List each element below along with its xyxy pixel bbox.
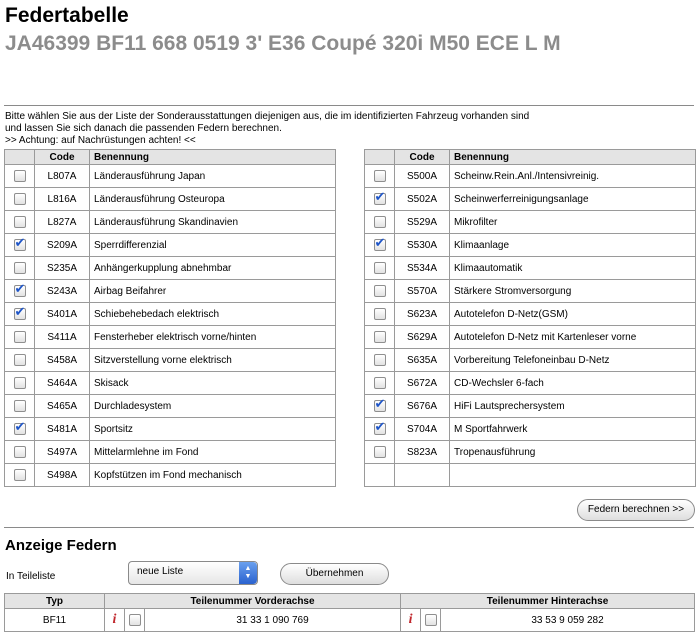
checkbox-column-header: [5, 150, 35, 165]
option-row: [365, 372, 696, 395]
option-code: S411A: [35, 326, 90, 349]
checkbox-cell: [365, 211, 395, 234]
checkbox-cell: [365, 303, 395, 326]
checkbox-cell: [365, 234, 395, 257]
option-code: S534A: [395, 257, 450, 280]
checkbox-cell: [5, 165, 35, 188]
apply-button[interactable]: Übernehmen: [280, 563, 389, 585]
front-info-cell: [105, 609, 125, 632]
option-code: L827A: [35, 211, 90, 234]
checkbox-cell: [5, 372, 35, 395]
option-checkbox[interactable]: [14, 308, 26, 320]
name-column-header: Benennung: [90, 150, 336, 165]
option-code: S570A: [395, 280, 450, 303]
front-axle-column-header: Teilenummer Vorderachse: [105, 594, 401, 609]
checkbox-cell: [5, 395, 35, 418]
checkbox-cell: [365, 464, 395, 487]
option-checkbox[interactable]: [374, 354, 386, 366]
option-code: S635A: [395, 349, 450, 372]
springs-result-table: [4, 593, 695, 632]
front-checkbox-cell: [125, 609, 145, 632]
option-name: Tropenausführung: [450, 441, 696, 464]
option-checkbox[interactable]: [374, 423, 386, 435]
checkbox-cell: [365, 395, 395, 418]
front-part-checkbox[interactable]: [129, 614, 141, 626]
checkbox-cell: [365, 165, 395, 188]
option-checkbox[interactable]: [14, 423, 26, 435]
option-code: L807A: [35, 165, 90, 188]
option-checkbox[interactable]: [374, 170, 386, 182]
option-code: S529A: [395, 211, 450, 234]
option-name: Sportsitz: [90, 418, 336, 441]
checkbox-cell: [365, 326, 395, 349]
checkbox-cell: [5, 234, 35, 257]
option-code: S235A: [35, 257, 90, 280]
option-name: Scheinw.Rein.Anl./Intensivreinig.: [450, 165, 696, 188]
checkbox-cell: [365, 280, 395, 303]
option-name: Airbag Beifahrer: [90, 280, 336, 303]
vehicle-identification: JA46399 BF11 668 0519 3' E36 Coupé 320i M50 ECE L M: [5, 32, 561, 55]
options-table-left: [4, 149, 336, 487]
page-title: Federtabelle: [5, 4, 129, 27]
checkbox-cell: [5, 464, 35, 487]
result-heading: Anzeige Federn: [5, 537, 117, 554]
option-code: S629A: [395, 326, 450, 349]
option-name: Sperrdifferenzial: [90, 234, 336, 257]
rear-axle-column-header: Teilenummer Hinterachse: [401, 594, 695, 609]
parts-list-select[interactable]: [128, 561, 258, 585]
rear-part-number: 33 53 9 059 282: [441, 609, 695, 632]
option-checkbox[interactable]: [14, 400, 26, 412]
option-row: [365, 257, 696, 280]
checkbox-cell: [5, 257, 35, 280]
option-name: Fensterheber elektrisch vorne/hinten: [90, 326, 336, 349]
option-code: [395, 464, 450, 487]
option-row: [5, 165, 336, 188]
option-code: S458A: [35, 349, 90, 372]
option-row: [5, 349, 336, 372]
option-name: Länderausführung Osteuropa: [90, 188, 336, 211]
calculate-springs-button[interactable]: Federn berechnen >>: [577, 499, 695, 521]
intro-line-2: und lassen Sie sich danach die passenden Federn berechnen.: [5, 123, 282, 134]
option-row: [365, 418, 696, 441]
result-row: [5, 609, 695, 632]
option-row: [5, 418, 336, 441]
option-name: Anhängerkupplung abnehmbar: [90, 257, 336, 280]
option-checkbox[interactable]: [374, 193, 386, 205]
option-name: Mittelarmlehne im Fond: [90, 441, 336, 464]
option-checkbox[interactable]: [374, 308, 386, 320]
option-row: [5, 303, 336, 326]
parts-list-label: In Teileliste: [6, 571, 56, 582]
option-checkbox[interactable]: [14, 354, 26, 366]
checkbox-cell: [365, 188, 395, 211]
option-row: [365, 303, 696, 326]
option-checkbox[interactable]: [14, 216, 26, 228]
option-name: Vorbereitung Telefoneinbau D-Netz: [450, 349, 696, 372]
option-row: [5, 280, 336, 303]
option-row: [5, 326, 336, 349]
option-code: L816A: [35, 188, 90, 211]
checkbox-cell: [5, 211, 35, 234]
parts-list-selected-value: neue Liste: [137, 566, 184, 577]
option-checkbox[interactable]: [374, 285, 386, 297]
option-name: Länderausführung Skandinavien: [90, 211, 336, 234]
option-name: Stärkere Stromversorgung: [450, 280, 696, 303]
divider: [4, 527, 694, 528]
checkbox-cell: [365, 418, 395, 441]
type-column-header: Typ: [5, 594, 105, 609]
option-row: [5, 441, 336, 464]
option-checkbox[interactable]: [374, 216, 386, 228]
checkbox-cell: [365, 349, 395, 372]
divider: [4, 105, 694, 106]
empty-row: [365, 464, 696, 487]
checkbox-cell: [5, 326, 35, 349]
option-row: [5, 188, 336, 211]
option-name: Länderausführung Japan: [90, 165, 336, 188]
option-code: S502A: [395, 188, 450, 211]
checkbox-cell: [5, 349, 35, 372]
options-table-right: [364, 149, 696, 487]
intro-text: [5, 111, 529, 147]
checkbox-cell: [5, 303, 35, 326]
option-name: M Sportfahrwerk: [450, 418, 696, 441]
option-code: S704A: [395, 418, 450, 441]
info-icon[interactable]: i: [112, 612, 117, 627]
option-code: S209A: [35, 234, 90, 257]
option-checkbox[interactable]: [374, 400, 386, 412]
option-name: Kopfstützen im Fond mechanisch: [90, 464, 336, 487]
checkbox-cell: [5, 188, 35, 211]
option-checkbox[interactable]: [374, 377, 386, 389]
option-row: [365, 326, 696, 349]
option-row: [365, 280, 696, 303]
option-name: HiFi Lautsprechersystem: [450, 395, 696, 418]
option-row: [365, 165, 696, 188]
option-name: CD-Wechsler 6-fach: [450, 372, 696, 395]
option-row: [365, 441, 696, 464]
option-code: S672A: [395, 372, 450, 395]
option-checkbox[interactable]: [14, 446, 26, 458]
option-name: Klimaanlage: [450, 234, 696, 257]
name-column-header: Benennung: [450, 150, 696, 165]
option-code: S498A: [35, 464, 90, 487]
option-row: [5, 372, 336, 395]
option-code: S676A: [395, 395, 450, 418]
checkbox-cell: [365, 441, 395, 464]
option-checkbox[interactable]: [374, 262, 386, 274]
option-name: Klimaautomatik: [450, 257, 696, 280]
code-column-header: Code: [395, 150, 450, 165]
option-name: Scheinwerferreinigungsanlage: [450, 188, 696, 211]
intro-warning: >> Achtung: auf Nachrüstungen achten! <<: [5, 135, 196, 146]
rear-info-cell: [401, 609, 421, 632]
option-row: [365, 349, 696, 372]
option-code: S465A: [35, 395, 90, 418]
option-row: [365, 234, 696, 257]
option-checkbox[interactable]: [374, 446, 386, 458]
option-checkbox[interactable]: [14, 239, 26, 251]
option-checkbox[interactable]: [374, 331, 386, 343]
option-row: [5, 464, 336, 487]
rear-part-checkbox[interactable]: [425, 614, 437, 626]
checkbox-cell: [5, 280, 35, 303]
option-name: Autotelefon D-Netz mit Kartenleser vorne: [450, 326, 696, 349]
option-name: Skisack: [90, 372, 336, 395]
code-column-header: Code: [35, 150, 90, 165]
up-down-arrows-icon: ▲ ▼: [239, 562, 257, 584]
result-type: BF11: [5, 609, 105, 632]
checkbox-cell: [365, 372, 395, 395]
option-name: Durchladesystem: [90, 395, 336, 418]
option-code: S823A: [395, 441, 450, 464]
rear-checkbox-cell: [421, 609, 441, 632]
option-row: [365, 188, 696, 211]
front-part-number: 31 33 1 090 769: [145, 609, 401, 632]
checkbox-cell: [365, 257, 395, 280]
option-checkbox[interactable]: [14, 193, 26, 205]
intro-line-1: Bitte wählen Sie aus der Liste der Sonderausstattungen diejenigen aus, die im identifizierten Fahrzeug vorhanden sind: [5, 111, 530, 122]
info-icon[interactable]: i: [408, 612, 413, 627]
checkbox-cell: [5, 441, 35, 464]
option-code: S481A: [35, 418, 90, 441]
option-row: [5, 257, 336, 280]
option-code: S243A: [35, 280, 90, 303]
option-name: Autotelefon D-Netz(GSM): [450, 303, 696, 326]
option-checkbox[interactable]: [14, 262, 26, 274]
option-name: Sitzverstellung vorne elektrisch: [90, 349, 336, 372]
option-checkbox[interactable]: [14, 377, 26, 389]
option-name: Schiebehebedach elektrisch: [90, 303, 336, 326]
option-checkbox[interactable]: [14, 331, 26, 343]
option-checkbox[interactable]: [374, 239, 386, 251]
option-checkbox[interactable]: [14, 285, 26, 297]
option-row: [365, 395, 696, 418]
option-name: Mikrofilter: [450, 211, 696, 234]
option-code: S497A: [35, 441, 90, 464]
option-row: [365, 211, 696, 234]
option-code: S500A: [395, 165, 450, 188]
option-checkbox[interactable]: [14, 469, 26, 481]
option-code: S623A: [395, 303, 450, 326]
option-code: S530A: [395, 234, 450, 257]
checkbox-column-header: [365, 150, 395, 165]
option-row: [5, 234, 336, 257]
option-code: S464A: [35, 372, 90, 395]
option-name: [450, 464, 696, 487]
checkbox-cell: [5, 418, 35, 441]
option-row: [5, 395, 336, 418]
option-row: [5, 211, 336, 234]
option-code: S401A: [35, 303, 90, 326]
option-checkbox[interactable]: [14, 170, 26, 182]
